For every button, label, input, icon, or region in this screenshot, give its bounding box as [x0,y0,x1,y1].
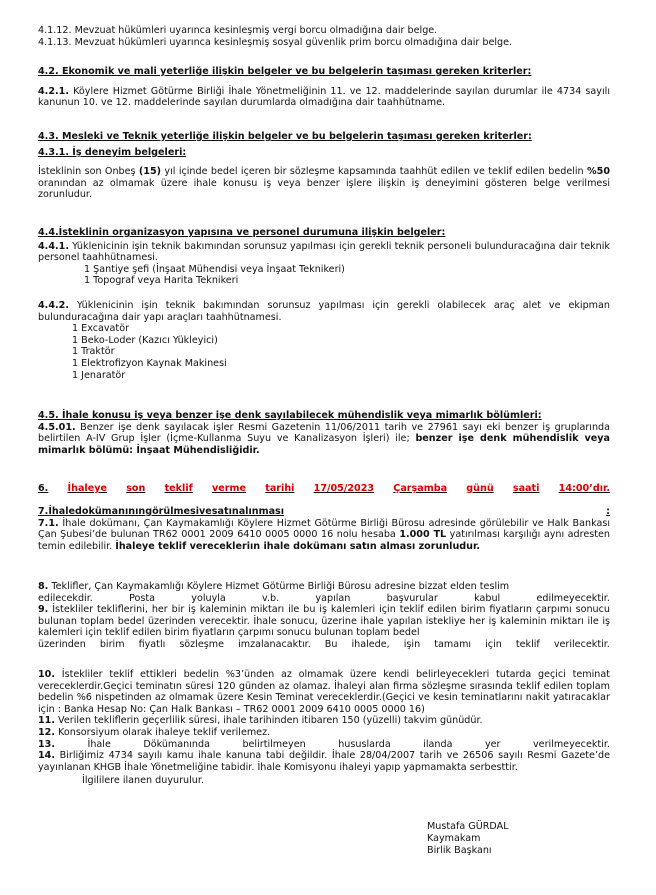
section-12: 12. Konsorsiyum olarak ihaleye teklif verilemez. [38,726,271,738]
equipment-item: 1 Excavatör [72,323,130,335]
section-4-3 [38,131,610,201]
signature-block [427,821,509,857]
section-4-4-2: 4.4.2. Yüklenicinin işin teknik bakımından sorunsuz yapılması için gerekli olabilecek araç alet ve ekipman bulunduracağına dair yapı araçları taahhütnamesi. [38,299,610,323]
equipment-item: 1 Traktör [72,346,115,358]
section-8: 8. Teklifler, Çan Kaymakamlığı Köylere Hizmet Götürme Birliği Bürosu adresine bizzat elden teslim [38,581,510,592]
section-4-4-heading: 4.4.İsteklinin organizasyon yapısına ve personel durumuna ilişkin belgeler: [38,227,446,238]
section-9-last-line: üzerinden birim fiyatlı sözleşme imzalanacaktır. Bu ihalede, işin tamamı için teklif verilecektir. [38,638,610,650]
item-4-1-12-13 [38,25,610,48]
section-4-5 [38,410,610,456]
section-4-3-1-heading: 4.3.1. İş deneyim belgeleri: [38,146,187,158]
section-11: 11. Verilen tekliflerin geçerlilik süresi, ihale tarihinden itibaren 150 (yüzelli) takvim günüdür. [38,715,483,727]
section-4-3-1-text: İsteklinin son Onbeş (15) yıl içinde bedel içeren bir sözleşme kapsamında taahhüt edilen ve teklif edilen bedelin %50 oranından az olmamak üzere ihale konusu iş veya benzer işlere ilişkin iş deneyimini gösteren belge verilmesi zorunludur. [38,166,610,201]
section-4-4 [38,227,610,381]
section-10: 10. İstekliler teklif ettikleri bedelin %3’ünden az olmamak üzere kendi belirleyecekleri tutarda geçici teminat verecekler​dir.Geçici teminatın süresi 120 günden az olamaz. İhaleyi alan firma sözleşme sırasında teklif edilen toplam bedelin %6 nispetinden az olmamak üzere Kesin Teminat verecekler​dir.(Geçici ve kesin teminatlarını nakit yatıracaklar için : Banka Hesap No: Çan Halk Bankası – TR62 0001 2009 6410 0005 0000 16) [38,669,610,715]
signature-title: Kaymakam [427,833,481,844]
section-4-2-1-text: Köylere Hizmet Götürme Birliği İhale Yönetmeliğinin 11. ve 12. maddelerinde sayılan durumlar ile 4734 sayılı kanunun 10. ve 12. maddelerinde sayılan durumlarda olmadığına dair taahhütname. [38,85,610,109]
section-4-3-heading: 4.3. Mesleki ve Teknik yeterliğe ilişkin belgeler ve bu belgelerin taşıması gereken kriterler: [38,131,532,142]
section-10-14 [38,669,610,787]
section-8-9 [38,581,610,651]
staff-item: 1 Topograf veya Harita Teknikeri [84,275,239,287]
section-7-1: 7.1. İhale dokümanı, Çan Kaymakamlığı Köylere Hizmet Götürme Birliği Bürosu adresinde görülebilir ve Halk Bankası Çan Şubesi’de bulunan TR62 0001 2009 6410 0005 0000 16 nolu hesaba 1.000 TL yatırılması karşılığı aynı adresten temin edilebilir. İhaleye teklif verecekleriın ihale dokümanı satın alması zorunludur. [38,517,610,552]
section-7 [38,506,610,552]
section-4-2-1-num: 4.2.1. [38,85,69,97]
section-4-2-heading: 4.2. Ekonomik ve mali yeterliğe ilişkin belgeler ve bu belgelerin taşıması gereken kriterler: [38,66,532,77]
section-6-deadline: 6. İhaleye son teklif verme tarihi 17/05/2023 Çarşamba günü saati 14:00’dır. [38,483,610,494]
signature-name: Mustafa GÜRDAL [427,821,509,832]
section-9: 9. İstekliler tekliflerini, her bir iş kaleminin miktarı ile bu iş kalemleri için teklif edilen birim fiyatların çarpımı sonucu bulunan toplam bedel üzerinden verecektir. İhale sonucu, üzerine ihale yapılan istekliye her iş kaleminin miktarı ile iş kalemleri için teklif edilen birim fiyatların çarpımı sonucu bulunan toplam bedel [38,604,610,639]
equipment-item: 1 Beko-Loder (Kazıcı Yükleyici) [72,334,218,346]
signature-role: Birlik Başkanı [427,845,492,856]
section-6-num: 6. [38,483,49,494]
section-4-2 [38,66,610,109]
section-4-5-heading: 4.5. İhale konusu iş veya benzer işe denk sayılabilecek mühendislik veya mimarlık bölümleri: [38,410,542,421]
section-8-line2: edilecekdir. Posta yoluyla v.b. yapılan başvurular kabul edilmeyecektir. [38,592,610,604]
section-4-2-1 [38,86,610,109]
section-4-4-1: 4.4.1. Yüklenicinin işin teknik bakımından sorunsuz yapılması için gerekli teknik personeli bulunduracağına dair teknik personel taahhütnamesi. [38,240,610,264]
closing-text: İlgililere ilanen duyurulur. [82,775,204,787]
item-4-1-13: 4.1.13. Mevzuat hükümleri uyarınca kesinleşmiş sosyal güvenlik prim borcu olmadığına dair belge. [38,36,513,48]
equipment-item: 1 Jenaratör [72,369,126,381]
section-7-heading: 7. İhale dokümanının görülmesi ve satın alınması : [38,506,610,517]
section-14: 14. Birliğimiz 4734 sayılı kamu ihale kanuna tabi değildir. İhale 28/04/2007 tarih ve 26506 sayılı Resmi Gazete’de yayınlanan KHGB İhale Yönetmeliğine tabidir. İhale Komisyonu ihaleyi yapıp yapmamakta serbesttir. [38,750,610,773]
section-13: 13. İhale Dökümanında belirtilmeyen hususlarda ilanda yer verilmeyecektir. [38,738,610,750]
equipment-item: 1 Elektrofizyon Kaynak Makinesi [72,357,227,369]
item-4-1-12: 4.1.12. Mevzuat hükümleri uyarınca kesinleşmiş vergi borcu olmadığına dair belge. [38,25,438,36]
section-4-5-01: 4.5.01. Benzer işe denk sayılacak işler Resmi Gazetenin 11/06/2011 tarih ve 27961 sayı eki benzer iş gruplarında belirtilen A-IV Grup İşler (İçme-Kullanma Suyu ve Kanalizasyon İşleri) ile; benzer işe denk mühendislik veya mimarlık bölümü: İnşaat Mühendisliğidir. [38,421,611,456]
staff-item: 1 Şantiye şefi (İnşaat Mühendisi veya İnşaat Teknikeri) [84,263,345,275]
